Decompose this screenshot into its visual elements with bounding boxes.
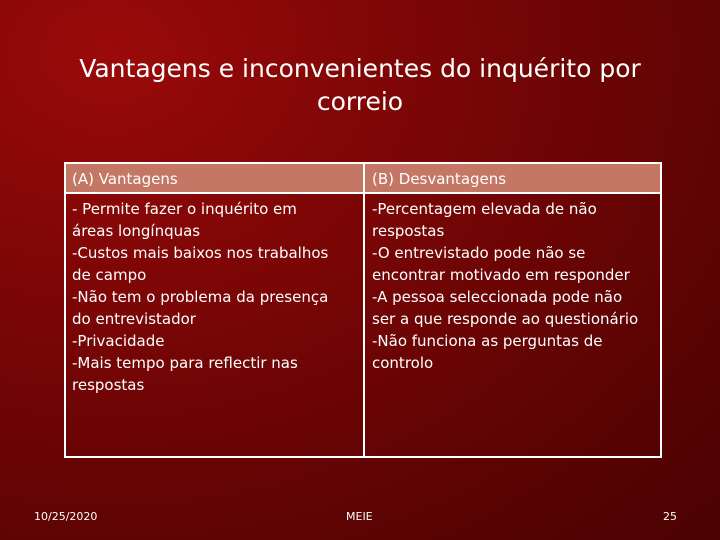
list-item: -A pessoa seleccionada pode não ser a que responde ao questionário (372, 288, 639, 328)
list-item: - Permite fazer o inquérito em áreas longínquas (72, 200, 297, 240)
footer-center-text: MEIE (346, 510, 373, 523)
list-item: -Percentagem elevada de não respostas (372, 200, 597, 240)
vantagens-cell (72, 198, 356, 396)
list-item: -Não funciona as perguntas de controlo (372, 332, 603, 372)
desvantagens-cell (372, 198, 660, 374)
slide-title: Vantagens e inconvenientes do inquérito por correio (79, 54, 641, 116)
list-item: -Custos mais baixos nos trabalhos de campo (72, 244, 329, 284)
footer-page-number: 25 (663, 510, 677, 523)
footer-date: 10/25/2020 (34, 510, 98, 523)
list-item: -Privacidade (72, 332, 165, 350)
list-item: -Não tem o problema da presença do entrevistador (72, 288, 329, 328)
header-vantagens: (A) Vantagens (72, 170, 178, 188)
list-item: -O entrevistado pode não se encontrar motivado em responder (372, 244, 630, 284)
comparison-table (64, 162, 662, 458)
list-item: -Mais tempo para reflectir nas respostas (72, 354, 298, 394)
header-desvantagens: (B) Desvantagens (372, 170, 507, 188)
column-divider (363, 164, 365, 456)
